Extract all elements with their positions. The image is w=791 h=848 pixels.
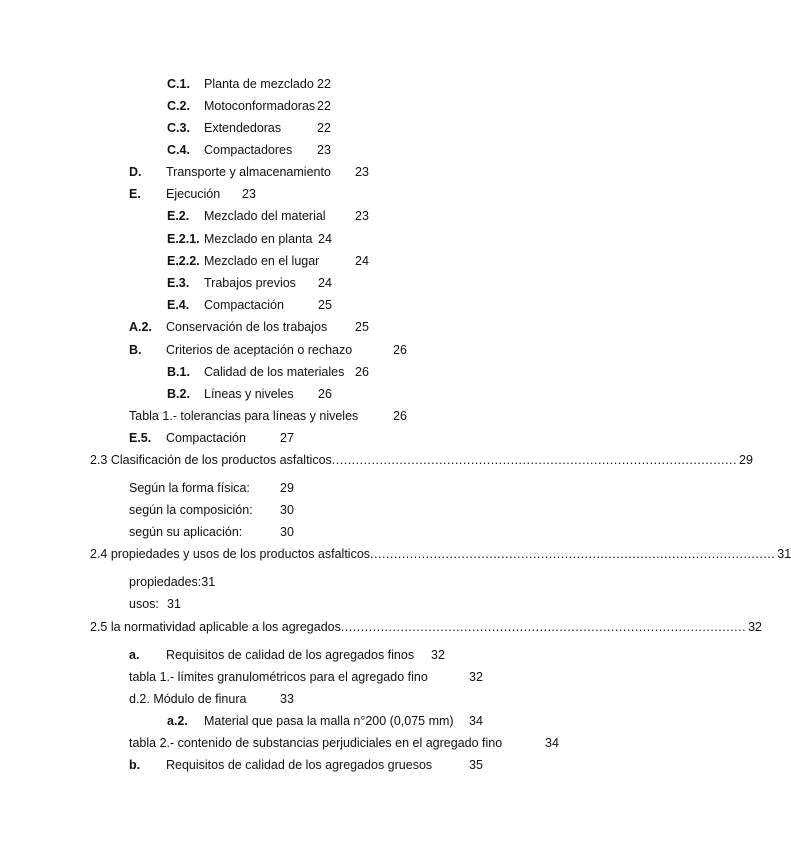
entry-label: E.4. [167,298,190,312]
entry-text: Motoconformadoras [204,99,316,113]
entry-text: según su aplicación: [129,525,243,539]
entry-page: 23 [355,165,369,179]
toc-entry [129,524,294,540]
entry-label: D. [129,165,142,179]
toc-entry [129,408,407,424]
dot-leader: ...................................................................................................... [370,547,776,561]
toc-entry [129,480,294,496]
entry-text: d.2. Módulo de finura [129,692,247,706]
toc-entry [129,430,294,446]
entry-page: 23 [317,143,331,157]
entry-page: 24 [355,254,369,268]
toc-entry [167,364,369,380]
toc-entry [167,297,332,313]
toc-entry [167,713,483,729]
entry-page: 27 [280,431,294,445]
entry-text: Extendedoras [204,121,282,135]
entry-page: 26 [393,343,407,357]
entry-page: 23 [242,187,256,201]
entry-label: a. [129,648,140,662]
toc-entry [129,647,445,663]
toc-entry [167,120,331,136]
entry-page: 22 [317,77,331,91]
entry-text: Requisitos de calidad de los agregados finos [166,648,415,662]
dot-leader: ...................................................................................................... [340,620,747,634]
toc-entry [167,275,332,291]
toc-entry [167,76,331,92]
section-page: 29 [739,453,753,467]
toc-entry [167,231,332,247]
entry-text: Criterios de aceptación o rechazo [166,343,353,357]
entry-text: Ejecución [166,187,221,201]
toc-entry [129,574,215,590]
entry-label: B. [129,343,142,357]
entry-text: Según la forma física: [129,481,250,495]
entry-label: a.2. [167,714,188,728]
dot-leader: ...................................................................................................... [331,453,738,467]
entry-label: E.2.1. [167,232,200,246]
entry-page: 31 [167,597,181,611]
toc-entry [129,502,294,518]
entry-text: Calidad de los materiales [204,365,345,379]
entry-page: 25 [355,320,369,334]
toc-section-heading [90,619,763,635]
entry-text: Compactación [166,431,246,445]
toc-entry [129,164,369,180]
entry-page: 22 [317,99,331,113]
entry-text: Compactación [204,298,284,312]
entry-text: Tabla 1.- tolerancias para líneas y niveles [129,409,359,423]
entry-page: 25 [318,298,332,312]
entry-text: Compactadores [204,143,293,157]
entry-page: 26 [393,409,407,423]
toc-entry [167,386,332,402]
entry-page: 34 [469,714,483,728]
entry-page: 34 [545,736,559,750]
toc-entry [129,669,483,685]
toc-entry [167,98,331,114]
entry-text: Mezclado del material [204,209,326,223]
entry-text: Material que pasa la malla n°200 (0,075 mm) [204,714,454,728]
toc-entry [167,253,369,269]
entry-text: usos: [129,597,159,611]
toc-section-heading [90,546,791,562]
entry-page: 31 [201,575,216,589]
entry-page: 26 [318,387,332,401]
toc-entry [167,208,369,224]
toc-entry [129,596,181,612]
entry-label: E.2. [167,209,190,223]
entry-label: C.4. [167,143,190,157]
section-page: 32 [748,620,763,634]
entry-text: propiedades: [129,575,202,589]
entry-label: A.2. [129,320,152,334]
section-title: 2.5 la normatividad aplicable a los agregados [90,620,341,634]
entry-page: 30 [280,503,294,517]
entry-label: E.2.2. [167,254,200,268]
toc-entry [129,319,369,335]
entry-text: Líneas y niveles [204,387,294,401]
entry-label: B.1. [167,365,190,379]
entry-text: Trabajos previos [204,276,296,290]
toc-entry [129,691,294,707]
entry-label: b. [129,758,141,772]
toc-entry [129,186,256,202]
toc-entry [129,735,559,751]
entry-page: 26 [355,365,369,379]
entry-label: C.3. [167,121,190,135]
entry-page: 23 [355,209,369,223]
entry-text: según la composición: [129,503,253,517]
entry-text: Mezclado en planta [204,232,313,246]
entry-page: 33 [280,692,294,706]
entry-text: Planta de mezclado [204,77,314,91]
entry-label: E.3. [167,276,190,290]
entry-page: 32 [431,648,445,662]
entry-page: 29 [280,481,294,495]
toc-entry [129,757,483,773]
entry-text: Conservación de los trabajos [166,320,328,334]
entry-label: C.1. [167,77,190,91]
section-page: 31 [777,547,791,561]
toc-section-heading [90,452,753,468]
section-title: 2.3 Clasificación de los productos asfalticos [90,453,332,467]
entry-text: Transporte y almacenamiento [166,165,331,179]
entry-label: C.2. [167,99,190,113]
section-title: 2.4 propiedades y usos de los productos asfalticos [90,547,371,561]
toc-entry [129,342,407,358]
entry-text: Mezclado en el lugar [204,254,320,268]
toc-entry [167,142,331,158]
entry-page: 35 [469,758,483,772]
entry-text: tabla 1.- límites granulométricos para el agregado fino [129,670,428,684]
entry-label: B.2. [167,387,190,401]
entry-page: 22 [317,121,331,135]
entry-page: 24 [318,276,332,290]
entry-page: 24 [318,232,332,246]
entry-label: E.5. [129,431,152,445]
entry-text: Requisitos de calidad de los agregados gruesos [166,758,433,772]
entry-page: 30 [280,525,294,539]
entry-text: tabla 2.- contenido de substancias perjudiciales en el agregado fino [129,736,503,750]
entry-page: 32 [469,670,483,684]
entry-label: E. [129,187,141,201]
